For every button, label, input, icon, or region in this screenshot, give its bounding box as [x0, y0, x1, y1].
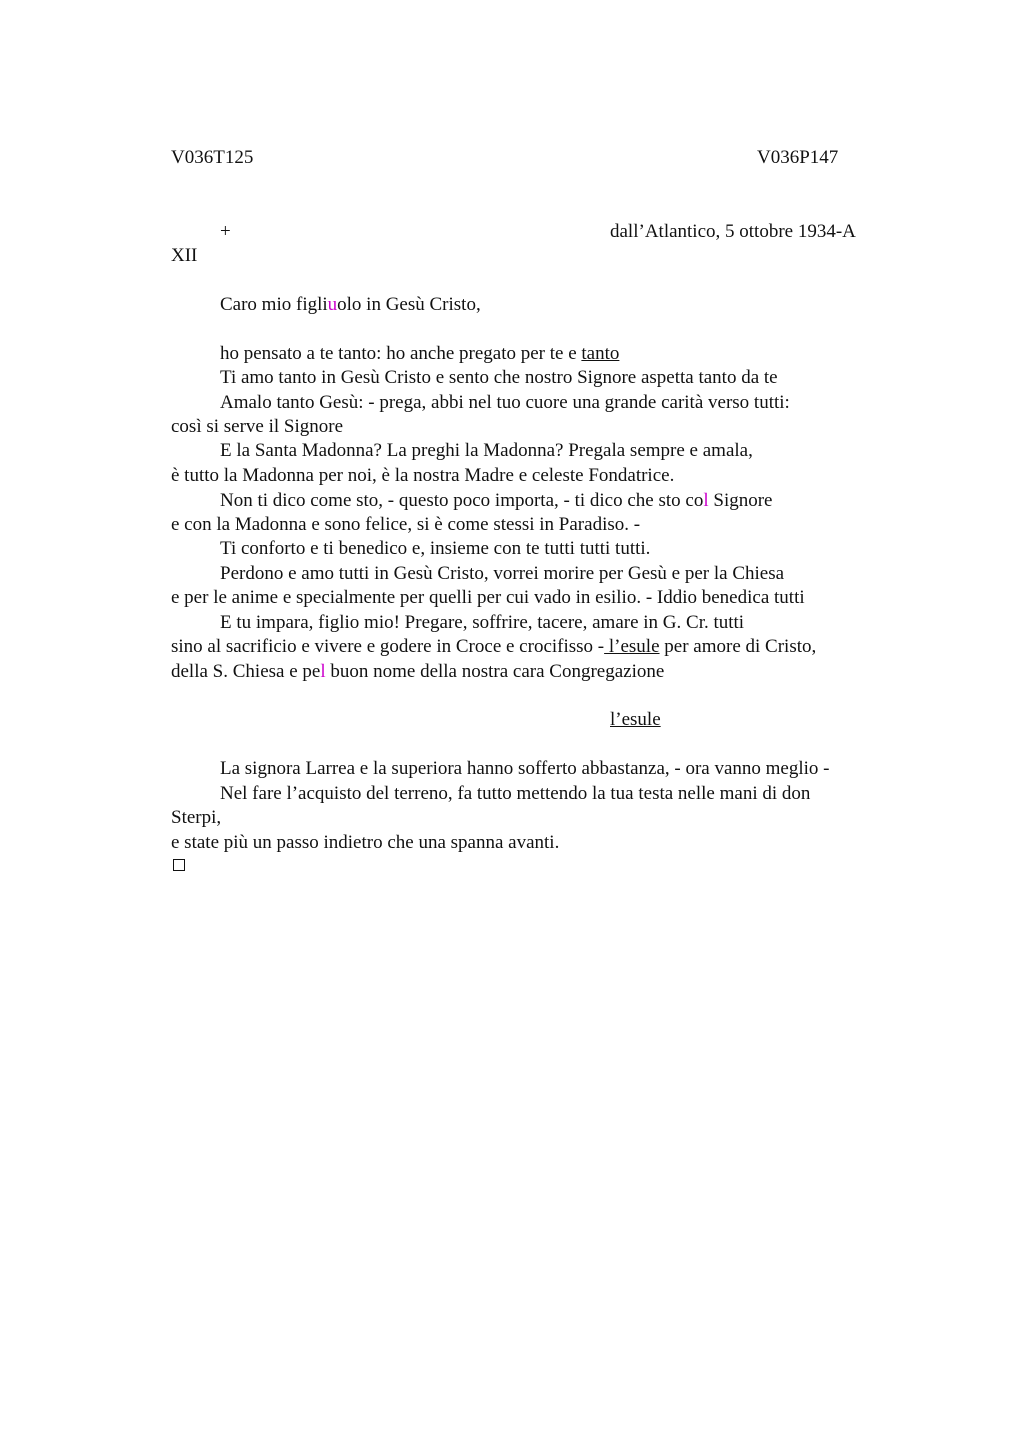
letter-line-11: e per le anime e specialmente per quelli per cui vado in esilio. - Iddio benedica tutti — [171, 587, 805, 608]
signature: l’esule — [610, 709, 661, 730]
fascist-era-year: XII — [171, 245, 198, 266]
letter-line-8: e con la Madonna e sono felice, si è come stessi in Paradiso. - — [171, 514, 641, 535]
letter-line-7-highlight: l — [703, 490, 709, 511]
place-date: dall’Atlantico, 5 ottobre 1934-A — [610, 221, 856, 242]
letter-line-1-text: ho pensato a te tanto: ho anche pregato per te e — [220, 343, 582, 364]
postscript-line-3: Sterpi, — [171, 807, 222, 828]
postscript-line-1: La signora Larrea e la superiora hanno sofferto abbastanza, - ora vanno meglio - — [220, 758, 830, 779]
letter-line-14-b: buon nome della nostra cara Congregazione — [325, 661, 665, 682]
letter-line-5: E la Santa Madonna? La preghi la Madonna? Pregala sempre e amala, — [220, 440, 753, 461]
salutation — [220, 293, 481, 317]
letter-line-7 — [220, 489, 772, 513]
postscript-line-2: Nel fare l’acquisto del terreno, fa tutto mettendo la tua testa nelle mani di don — [220, 783, 811, 804]
letter-line-13-b: per amore di Cristo, — [659, 636, 817, 657]
letter-line-12: E tu impara, figlio mio! Pregare, soffrire, tacere, amare in G. Cr. tutti — [220, 612, 745, 633]
letter-line-10: Perdono e amo tutti in Gesù Cristo, vorrei morire per Gesù e per la Chiesa — [220, 563, 785, 584]
letter-line-13 — [171, 635, 816, 659]
salutation-highlight: u — [327, 294, 338, 315]
cross-symbol: + — [220, 221, 231, 242]
letter-line-14 — [171, 660, 664, 684]
letter-line-1 — [220, 342, 619, 366]
letter-line-1-underlined: tanto — [581, 343, 620, 364]
letter-line-4: così si serve il Signore — [171, 416, 344, 437]
letter-line-7-a: Non ti dico come sto, - questo poco importa, - ti dico che sto co — [220, 490, 704, 511]
letter-line-14-a: della S. Chiesa e pe — [171, 661, 321, 682]
salutation-part2: olo in Gesù Cristo, — [337, 294, 481, 315]
salutation-part1: Caro mio figli — [220, 294, 328, 315]
letter-line-2: Ti amo tanto in Gesù Cristo e sento che nostro Signore aspetta tanto da te — [220, 367, 778, 388]
letter-line-13-a: sino al sacrificio e vivere e godere in Croce e crocifisso - — [171, 636, 605, 657]
letter-line-14-highlight: l — [320, 661, 326, 682]
document-code-left: V036T125 — [171, 147, 254, 168]
letter-line-9: Ti conforto e ti benedico e, insieme con te tutti tutti tutti. — [220, 538, 651, 559]
letter-line-7-b: Signore — [708, 490, 773, 511]
postscript-line-4: e state più un passo indietro che una spanna avanti. — [171, 832, 560, 853]
letter-line-6: è tutto la Madonna per noi, è la nostra Madre e celeste Fondatrice. — [171, 465, 675, 486]
letter-line-13-underlined: l’esule — [604, 636, 660, 657]
letter-line-3: Amalo tanto Gesù: - prega, abbi nel tuo cuore una grande carità verso tutti: — [220, 392, 790, 413]
document-code-right: V036P147 — [757, 147, 839, 168]
end-of-document-box-icon — [173, 859, 185, 871]
